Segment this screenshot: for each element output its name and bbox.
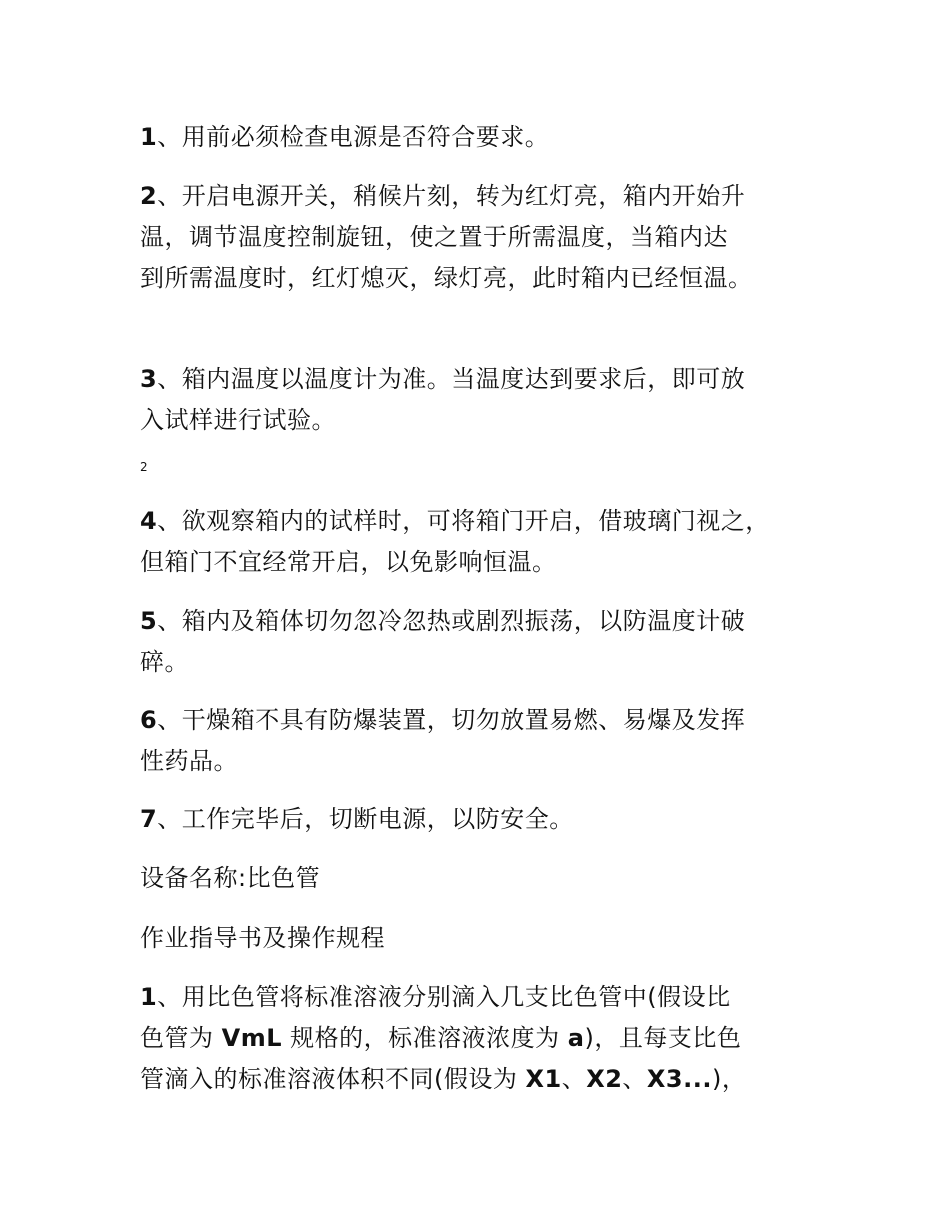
item-text-line: 性药品。	[140, 747, 238, 775]
item-3	[140, 359, 840, 441]
item-1	[140, 117, 840, 158]
inline-bold: X1	[525, 1065, 562, 1093]
item-2	[140, 176, 840, 299]
item-1-colorimetric	[140, 977, 840, 1100]
inline-bold: X3...	[646, 1065, 712, 1093]
item-text-line: 碎。	[140, 648, 189, 676]
item-text-line: 、用比色管将标准溶液分别滴入几支比色管中(假设比	[157, 983, 731, 1011]
inline-bold: X2	[586, 1065, 623, 1093]
item-4	[140, 501, 840, 583]
item-number: 7	[140, 805, 158, 833]
equipment-name: 设备名称:比色管	[140, 864, 321, 892]
item-text-line: 色管为 VmL 规格的，标准溶液浓度为 a)，且每支比色	[140, 1024, 742, 1052]
item-text-line: 、开启电源开关，稍候片刻，转为红灯亮，箱内开始升	[157, 182, 746, 210]
item-text-line: 、箱内及箱体切勿忽冷忽热或剧烈振荡，以防温度计破	[157, 607, 746, 635]
item-5	[140, 601, 840, 683]
item-text-line: 但箱门不宜经常开启，以免影响恒温。	[140, 548, 557, 576]
item-number: 5	[140, 607, 158, 635]
item-text-line: 、干燥箱不具有防爆装置，切勿放置易燃、易爆及发挥	[157, 706, 746, 734]
item-text-line: 、欲观察箱内的试样时，可将箱门开启，借玻璃门视之，	[157, 507, 770, 535]
item-text-line: 、用前必须检查电源是否符合要求。	[157, 123, 550, 151]
inline-bold: a	[567, 1024, 585, 1052]
section-title: 作业指导书及操作规程	[140, 924, 385, 952]
item-number: 2	[140, 182, 158, 210]
inline-bold: VmL	[221, 1024, 283, 1052]
item-text-line: 到所需温度时，红灯熄灭，绿灯亮，此时箱内已经恒温。	[140, 264, 753, 292]
item-text-line: 入试样进行试验。	[140, 406, 336, 434]
item-number: 4	[140, 507, 158, 535]
item-text-line: 管滴入的标准溶液体积不同(假设为 X1、X2、X3...)，	[140, 1065, 747, 1093]
item-number: 6	[140, 706, 158, 734]
item-number: 1	[140, 983, 158, 1011]
item-text-line: 温，调节温度控制旋钮，使之置于所需温度，当箱内达	[140, 223, 728, 251]
item-number: 3	[140, 365, 158, 393]
page-marker: 2	[140, 460, 148, 474]
item-number: 1	[140, 123, 158, 151]
item-6	[140, 700, 840, 782]
item-text-line: 、箱内温度以温度计为准。当温度达到要求后，即可放	[157, 365, 746, 393]
item-7	[140, 799, 840, 840]
item-text-line: 、工作完毕后，切断电源，以防安全。	[157, 805, 574, 833]
